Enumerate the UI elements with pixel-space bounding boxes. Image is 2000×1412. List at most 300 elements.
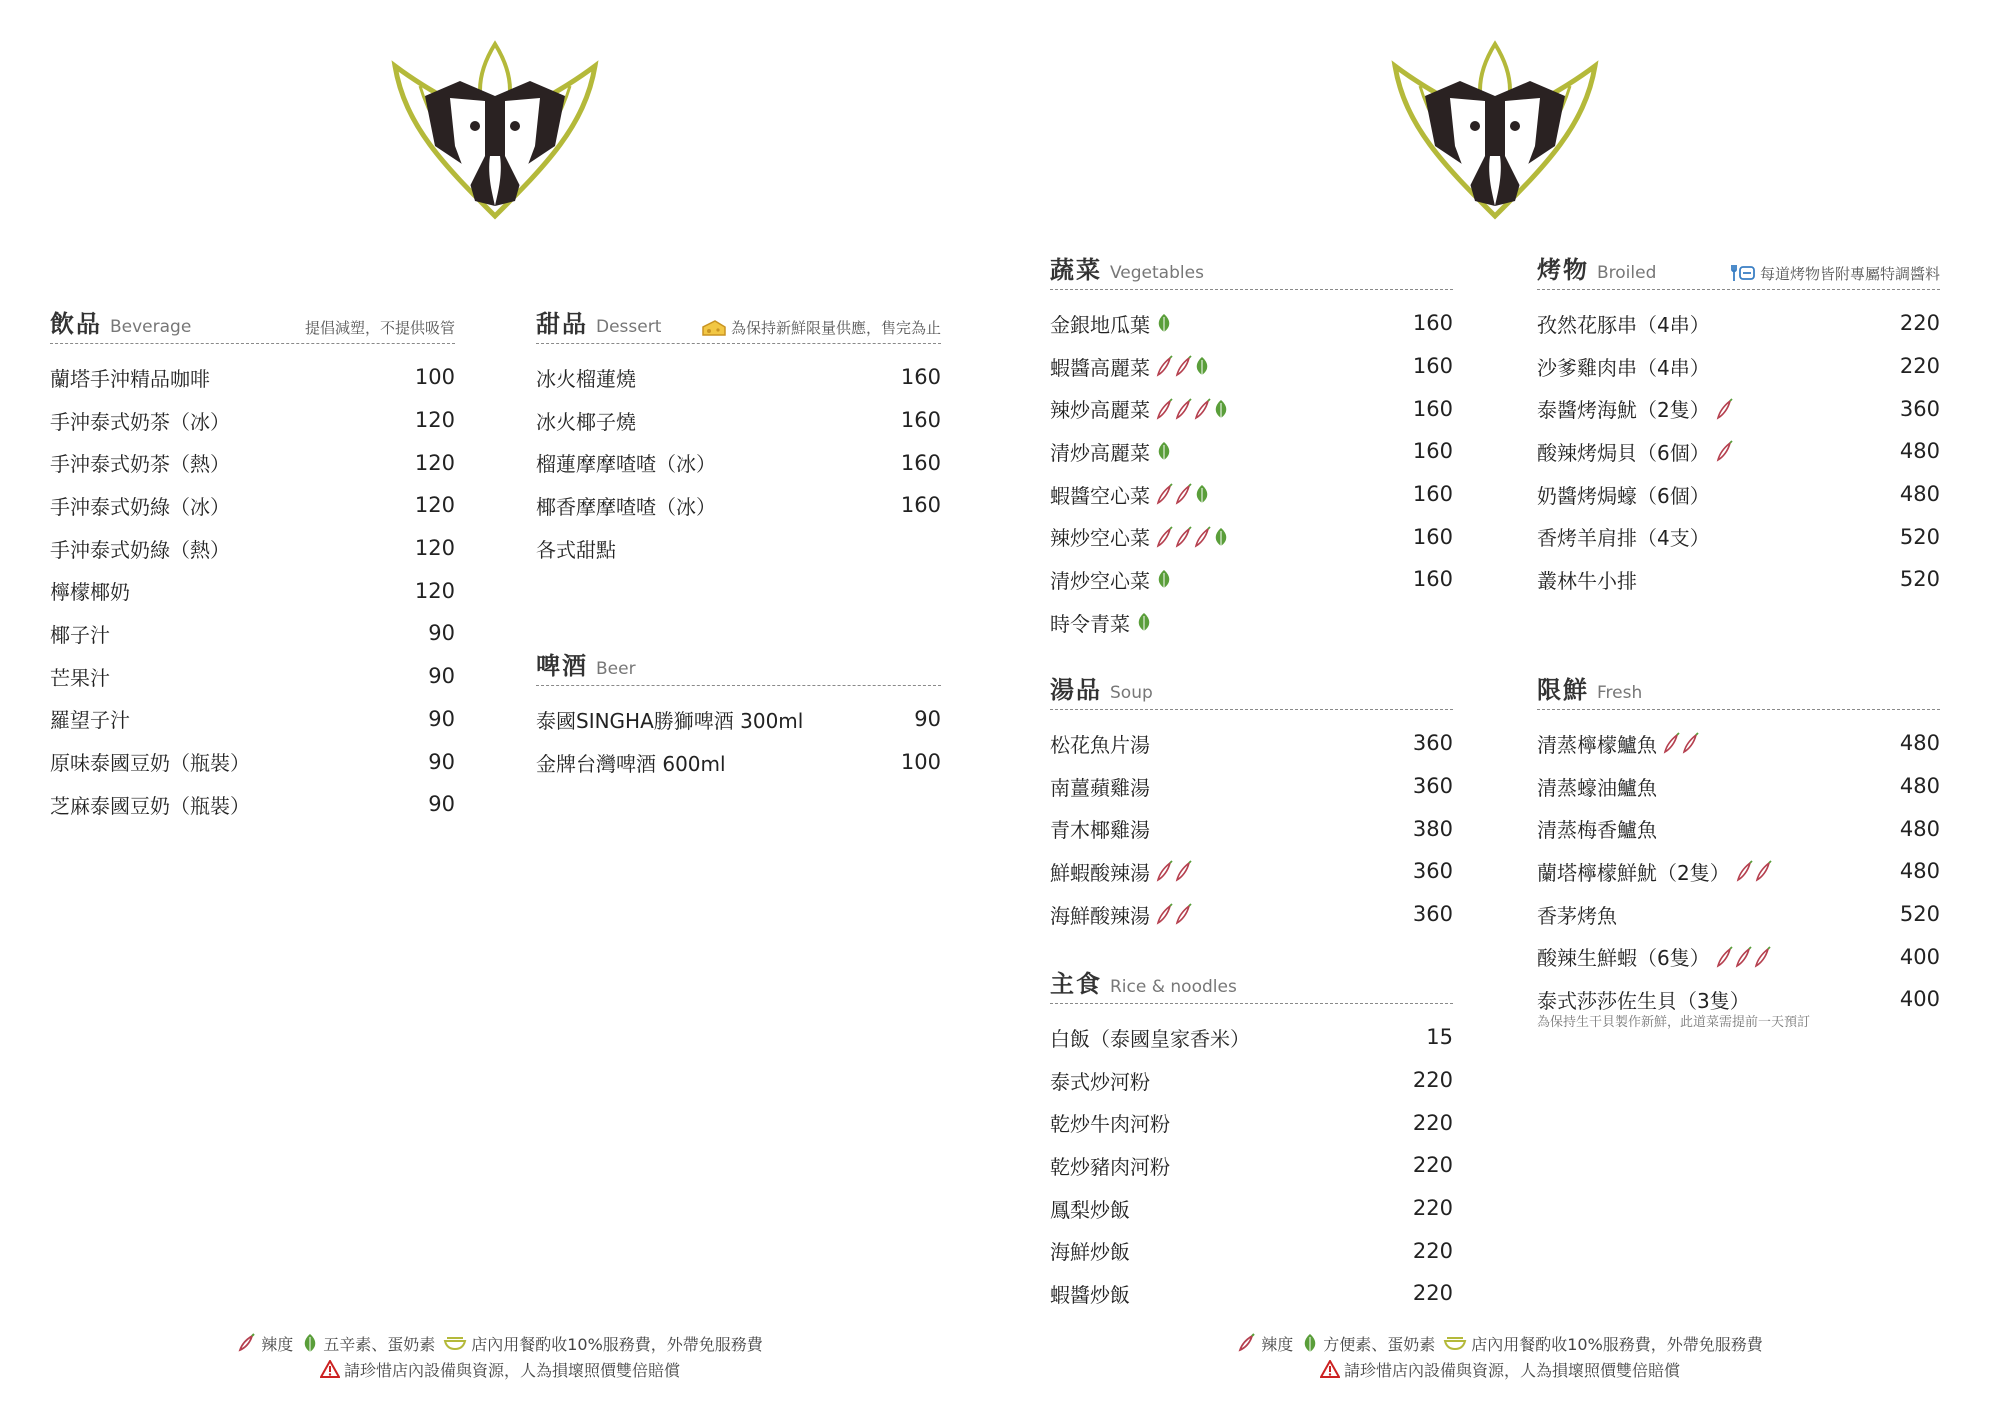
section-title-zh: 飲品 <box>50 309 102 338</box>
section-title-en: Fresh <box>1597 683 1643 703</box>
menu-item <box>1050 1059 1453 1102</box>
menu-item-name <box>536 748 726 777</box>
legend-spicy: 辣度 <box>1261 1334 1294 1354</box>
menu-item <box>1050 601 1453 644</box>
menu-item-price: 120 <box>414 578 455 603</box>
menu-item <box>1050 430 1453 473</box>
section-title-zh: 甜品 <box>536 309 588 338</box>
menu-item-name <box>1537 857 1773 886</box>
menu-item-price: 90 <box>428 664 455 689</box>
section-title-en: Beer <box>596 659 636 679</box>
menu-item-name <box>1537 309 1710 338</box>
leaf-icon <box>1194 355 1210 377</box>
leaf-icon <box>1156 568 1172 590</box>
section-title-zh: 限鮮 <box>1537 675 1589 704</box>
menu-item-name <box>1050 1066 1150 1095</box>
chili-icon <box>1194 398 1212 420</box>
legend-spicy: 辣度 <box>261 1334 294 1354</box>
menu-item-label: 時令青菜 <box>1050 611 1130 636</box>
menu-item-name <box>1050 437 1172 466</box>
section-note <box>305 319 455 337</box>
menu-item <box>1537 558 1940 601</box>
menu-item-price: 120 <box>414 493 455 518</box>
menu-item-name <box>1050 729 1150 758</box>
menu-item-price: 160 <box>900 408 941 433</box>
menu-item-name <box>50 747 250 776</box>
menu-item-label: 金銀地瓜葉 <box>1050 312 1150 337</box>
menu-item-label: 酸辣烤焗貝（6個） <box>1537 440 1710 465</box>
menu-item-name <box>1050 480 1210 509</box>
menu-item-label: 海鮮炒飯 <box>1050 1240 1130 1265</box>
elephant-lotus-logo <box>1375 36 1615 226</box>
menu-item-name <box>1050 1236 1130 1265</box>
menu-item-price: 160 <box>900 365 941 390</box>
menu-item-label: 各式甜點 <box>536 537 616 562</box>
section-title-zh: 湯品 <box>1050 675 1102 704</box>
menu-item-name <box>1050 565 1172 594</box>
menu-item-price: 220 <box>1412 1068 1453 1093</box>
menu-item-name <box>1537 900 1617 929</box>
leaf-icon <box>1194 483 1210 505</box>
menu-item <box>1537 515 1940 558</box>
menu-item-price: 90 <box>914 707 941 732</box>
menu-item-label: 手沖泰式奶茶（冰） <box>50 409 230 434</box>
section-note-text: 提倡減塑，不提供吸管 <box>304 319 455 337</box>
chili-icon <box>1716 440 1734 462</box>
menu-item-name <box>1050 1194 1130 1223</box>
menu-item-label: 鮮蝦酸辣湯 <box>1050 860 1150 885</box>
section-beverage <box>50 310 455 826</box>
elephant-lotus-logo <box>375 36 615 226</box>
menu-item-label: 乾炒牛肉河粉 <box>1050 1112 1170 1137</box>
menu-item <box>536 399 941 442</box>
menu-item-price: 160 <box>1412 311 1453 336</box>
menu-item <box>1050 722 1453 765</box>
menu-item <box>1537 807 1940 850</box>
menu-item-price: 160 <box>1412 439 1453 464</box>
menu-item <box>1537 345 1940 388</box>
menu-item-label: 手沖泰式奶茶（熱） <box>50 452 230 477</box>
menu-item-name <box>1537 814 1657 843</box>
menu-item-name <box>1050 1151 1170 1180</box>
menu-item-price: 160 <box>1412 567 1453 592</box>
dish-markers <box>1156 860 1193 882</box>
menu-item-price: 15 <box>1426 1025 1453 1050</box>
menu-item-name <box>1050 522 1229 551</box>
menu-item-price: 520 <box>1899 902 1940 927</box>
section-title-zh: 主食 <box>1050 969 1102 998</box>
chili-icon <box>1682 732 1700 754</box>
menu-item-price: 100 <box>900 750 941 775</box>
chili-icon <box>1156 483 1174 505</box>
leaf-icon <box>1156 440 1172 462</box>
menu-item-price: 90 <box>428 706 455 731</box>
section-header <box>50 310 455 344</box>
section-title-en: Soup <box>1110 683 1153 703</box>
menu-item-label: 香烤羊肩排（4支） <box>1537 526 1710 551</box>
section-soup <box>1050 676 1453 935</box>
menu-item-label: 冰火榴蓮燒 <box>536 366 636 391</box>
menu-item <box>50 569 455 612</box>
section-title-zh: 蔬菜 <box>1050 255 1102 284</box>
menu-item-price: 220 <box>1412 1153 1453 1178</box>
menu-item-label: 手沖泰式奶綠（冰） <box>50 494 230 519</box>
menu-item-label: 辣炒空心菜 <box>1050 526 1150 551</box>
section-header <box>536 310 941 344</box>
section-dessert <box>536 310 941 569</box>
menu-item <box>1050 1272 1453 1315</box>
section-header <box>1050 256 1453 290</box>
warning-icon <box>1320 1360 1340 1378</box>
section-title-zh: 啤酒 <box>536 651 588 680</box>
menu-item-label: 榴蓮摩摩喳喳（冰） <box>536 452 716 477</box>
menu-item-price: 520 <box>1899 524 1940 549</box>
chili-icon <box>1736 860 1754 882</box>
legend-warning: 請珍惜店內設備與資源，人為損壞照價雙倍賠償 <box>1343 1360 1680 1380</box>
menu-item-label: 辣炒高麗菜 <box>1050 398 1150 423</box>
chili-icon <box>1175 903 1193 925</box>
menu-item-label: 椰子汁 <box>50 622 110 647</box>
leaf-icon <box>1213 398 1229 420</box>
section-note-text: 為保持新鮮限量供應，售完為止 <box>730 319 941 337</box>
menu-item <box>1537 893 1940 936</box>
menu-item-name <box>1050 352 1210 381</box>
section-note-text: 每道烤物皆附專屬特調醬料 <box>1759 265 1940 283</box>
menu-item-label: 芒果汁 <box>50 665 110 690</box>
section-header <box>536 652 941 686</box>
menu-item-name <box>50 491 230 520</box>
dish-markers <box>1156 903 1193 925</box>
menu-item-name <box>1537 729 1700 758</box>
menu-item-label: 蝦醬炒飯 <box>1050 1282 1130 1307</box>
menu-item <box>50 441 455 484</box>
menu-item-price: 160 <box>1412 524 1453 549</box>
menu-item-price: 220 <box>1899 311 1940 336</box>
menu-item-price: 90 <box>428 621 455 646</box>
bowl-icon <box>443 1335 467 1351</box>
dish-markers <box>1156 355 1210 377</box>
menu-item <box>1050 1016 1453 1059</box>
menu-item-price: 90 <box>428 792 455 817</box>
menu-item-name <box>1050 772 1150 801</box>
menu-item-name <box>536 705 803 734</box>
menu-item-name <box>1050 814 1150 843</box>
chili-icon <box>1716 398 1734 420</box>
dish-markers <box>1156 440 1172 462</box>
menu-item-label: 清蒸蠔油鱸魚 <box>1537 775 1657 800</box>
menu-item-label: 香茅烤魚 <box>1537 903 1617 928</box>
chili-icon <box>1194 526 1212 548</box>
menu-item <box>50 527 455 570</box>
footer-left <box>150 1330 850 1382</box>
menu-item-label: 蝦醬空心菜 <box>1050 483 1150 508</box>
chili-icon <box>1663 732 1681 754</box>
menu-item-name <box>1537 352 1710 381</box>
chili-icon <box>1156 860 1174 882</box>
chili-icon <box>1237 1333 1257 1353</box>
menu-item-price: 480 <box>1899 774 1940 799</box>
menu-list <box>1050 722 1453 935</box>
menu-item <box>1050 850 1453 893</box>
menu-item-name <box>1050 394 1229 423</box>
menu-item <box>1537 765 1940 808</box>
chili-icon <box>1175 860 1193 882</box>
dish-markers <box>1716 398 1734 420</box>
menu-item-name <box>536 491 716 520</box>
menu-item-price: 160 <box>1412 482 1453 507</box>
menu-item <box>50 740 455 783</box>
dish-markers <box>1663 732 1700 754</box>
section-header <box>1050 970 1453 1004</box>
menu-list <box>1537 722 1940 1021</box>
menu-item <box>1537 935 1940 978</box>
legend-warning: 請珍惜店內設備與資源，人為損壞照價雙倍賠償 <box>343 1360 680 1380</box>
menu-item <box>50 698 455 741</box>
leaf-icon <box>1301 1332 1319 1354</box>
leaf-icon <box>1156 312 1172 334</box>
legend-service-fee: 店內用餐酌收10%服務費，外帶免服務費 <box>471 1334 763 1354</box>
menu-item-label: 泰式炒河粉 <box>1050 1069 1150 1094</box>
menu-item <box>1050 1101 1453 1144</box>
menu-item-label: 清炒空心菜 <box>1050 568 1150 593</box>
menu-item-label: 蝦醬高麗菜 <box>1050 355 1150 380</box>
dish-markers <box>1156 568 1172 590</box>
menu-item <box>1050 345 1453 388</box>
menu-item-price: 360 <box>1412 731 1453 756</box>
menu-item-name <box>1050 900 1193 929</box>
menu-item-price: 160 <box>1412 354 1453 379</box>
menu-item-price: 480 <box>1899 731 1940 756</box>
section-title-en: Rice & noodles <box>1110 977 1237 997</box>
menu-item-price: 400 <box>1899 944 1940 969</box>
menu-item-label: 松花魚片湯 <box>1050 732 1150 757</box>
menu-item <box>1050 558 1453 601</box>
fork-spoon-icon <box>1730 263 1756 283</box>
menu-item-label: 白飯（泰國皇家香米） <box>1050 1026 1250 1051</box>
menu-item-label: 叢林牛小排 <box>1537 568 1637 593</box>
fresh-subnote: 為保持生干貝製作新鮮，此道菜需提前一天預訂 <box>1537 1014 1811 1030</box>
menu-item <box>536 527 941 570</box>
menu-item <box>50 484 455 527</box>
menu-item <box>1050 765 1453 808</box>
menu-item-price: 380 <box>1412 816 1453 841</box>
section-title-zh: 烤物 <box>1537 255 1589 284</box>
menu-item-price: 480 <box>1899 482 1940 507</box>
menu-item-price: 160 <box>900 493 941 518</box>
menu-item <box>1050 807 1453 850</box>
menu-item-name <box>1537 522 1710 551</box>
dish-markers <box>1156 398 1229 420</box>
menu-item-label: 鳳梨炒飯 <box>1050 1197 1130 1222</box>
menu-item-name <box>1050 1279 1130 1308</box>
menu-item-label: 沙爹雞肉串（4串） <box>1537 355 1710 380</box>
chili-icon <box>1156 903 1174 925</box>
menu-list <box>536 698 941 783</box>
menu-item-price: 480 <box>1899 816 1940 841</box>
warning-icon <box>320 1360 340 1378</box>
legend-service-fee: 店內用餐酌收10%服務費，外帶免服務費 <box>1471 1334 1763 1354</box>
menu-item <box>536 698 941 741</box>
section-note <box>1730 263 1940 283</box>
menu-item-label: 蘭塔手沖精品咖啡 <box>50 366 210 391</box>
menu-item <box>1050 1229 1453 1272</box>
menu-item <box>1537 473 1940 516</box>
chili-icon <box>1735 946 1753 968</box>
menu-item-name <box>50 363 210 392</box>
menu-item-label: 酸辣生鮮蝦（6隻） <box>1537 946 1710 971</box>
menu-item-label: 蘭塔檸檬鮮魷（2隻） <box>1537 860 1730 885</box>
chili-icon <box>1175 483 1193 505</box>
menu-item <box>536 441 941 484</box>
menu-item <box>1050 1144 1453 1187</box>
menu-item <box>1050 893 1453 936</box>
menu-item-label: 金牌台灣啤酒 600ml <box>536 751 726 776</box>
menu-item-price: 160 <box>1412 396 1453 421</box>
menu-item-price: 220 <box>1899 354 1940 379</box>
dish-markers <box>1156 312 1172 334</box>
section-vegetables <box>1050 256 1453 644</box>
menu-item-label: 清炒高麗菜 <box>1050 440 1150 465</box>
menu-item-name <box>1537 565 1637 594</box>
menu-item-price: 520 <box>1899 567 1940 592</box>
menu-item-price: 160 <box>900 450 941 475</box>
menu-item-name <box>50 576 130 605</box>
menu-item <box>1537 722 1940 765</box>
menu-item-label: 南薑蘋雞湯 <box>1050 775 1150 800</box>
dish-markers <box>1136 611 1152 633</box>
menu-item-label: 奶醬烤焗蠔（6個） <box>1537 483 1710 508</box>
dish-markers <box>1716 946 1772 968</box>
menu-item-label: 孜然花豚串（4串） <box>1537 312 1710 337</box>
menu-item-label: 冰火椰子燒 <box>536 409 636 434</box>
menu-item-name <box>50 790 250 819</box>
menu-item-price: 480 <box>1899 439 1940 464</box>
menu-list <box>1050 302 1453 644</box>
menu-item-name <box>50 534 230 563</box>
menu-item-price: 360 <box>1412 902 1453 927</box>
menu-item-price: 360 <box>1899 396 1940 421</box>
menu-item-name <box>50 448 230 477</box>
menu-item-name <box>1050 857 1193 886</box>
menu-list <box>536 356 941 569</box>
menu-item-label: 原味泰國豆奶（瓶裝） <box>50 751 250 776</box>
menu-item-price: 220 <box>1412 1110 1453 1135</box>
menu-item-name <box>1537 437 1734 466</box>
chili-icon <box>1156 526 1174 548</box>
section-title-en: Vegetables <box>1110 263 1204 283</box>
menu-item-name <box>536 534 616 563</box>
menu-item-price: 100 <box>414 365 455 390</box>
menu-item-label: 椰香摩摩喳喳（冰） <box>536 494 716 519</box>
menu-item <box>1050 1187 1453 1230</box>
menu-item-name <box>50 662 110 691</box>
section-fresh <box>1537 676 1940 1030</box>
menu-item-name <box>1537 480 1710 509</box>
menu-item-label: 清蒸檸檬鱸魚 <box>1537 732 1657 757</box>
section-header <box>1537 676 1940 710</box>
dish-markers <box>1156 483 1210 505</box>
menu-item-name <box>1050 1023 1250 1052</box>
menu-list <box>1050 1016 1453 1315</box>
menu-item-label: 手沖泰式奶綠（熱） <box>50 537 230 562</box>
menu-item <box>50 356 455 399</box>
menu-item <box>1050 473 1453 516</box>
menu-item <box>536 356 941 399</box>
chili-icon <box>1156 355 1174 377</box>
menu-item-name <box>1050 608 1152 637</box>
section-rice-noodles <box>1050 970 1453 1315</box>
menu-item <box>1050 387 1453 430</box>
legend-veg: 五辛素、蛋奶素 <box>323 1334 436 1354</box>
menu-item-name <box>536 363 636 392</box>
menu-item-price: 120 <box>414 450 455 475</box>
footer-right <box>1150 1330 1850 1382</box>
menu-item <box>1537 302 1940 345</box>
menu-item-name <box>1537 394 1734 423</box>
menu-item <box>1537 430 1940 473</box>
menu-item-price: 360 <box>1412 859 1453 884</box>
chili-icon <box>237 1333 257 1353</box>
chili-icon <box>1755 860 1773 882</box>
section-note <box>701 319 941 337</box>
cheese-icon <box>701 319 727 337</box>
dish-markers <box>1156 526 1229 548</box>
menu-item-price: 90 <box>428 749 455 774</box>
bowl-icon <box>1443 1335 1467 1351</box>
menu-item-name <box>1050 309 1172 338</box>
menu-item-label: 泰國SINGHA勝獅啤酒 300ml <box>536 708 804 733</box>
menu-item-label: 清蒸梅香鱸魚 <box>1537 818 1657 843</box>
menu-item-label: 芝麻泰國豆奶（瓶裝） <box>50 793 250 818</box>
menu-item-label: 羅望子汁 <box>50 708 130 733</box>
dish-markers <box>1716 440 1734 462</box>
menu-item-price: 220 <box>1412 1281 1453 1306</box>
chili-icon <box>1716 946 1734 968</box>
menu-item-label: 海鮮酸辣湯 <box>1050 903 1150 928</box>
menu-item-label: 泰式莎莎佐生貝（3隻） <box>1537 988 1750 1013</box>
menu-item-name <box>1050 1108 1170 1137</box>
section-title-en: Beverage <box>110 317 192 337</box>
menu-item-name <box>536 406 636 435</box>
section-header <box>1050 676 1453 710</box>
menu-item <box>1537 850 1940 893</box>
menu-item-price: 480 <box>1899 859 1940 884</box>
menu-item-name <box>50 406 230 435</box>
menu-item <box>1537 387 1940 430</box>
section-title-en: Dessert <box>596 317 662 337</box>
leaf-icon <box>1213 526 1229 548</box>
menu-item <box>1050 515 1453 558</box>
menu-item-name <box>1537 985 1750 1014</box>
menu-item-price: 120 <box>414 408 455 433</box>
section-beer <box>536 652 941 783</box>
menu-list <box>50 356 455 826</box>
menu-item-name <box>536 448 716 477</box>
chili-icon <box>1175 526 1193 548</box>
legend-veg: 方便素、蛋奶素 <box>1323 1334 1436 1354</box>
chili-icon <box>1754 946 1772 968</box>
chili-icon <box>1175 398 1193 420</box>
menu-item <box>536 484 941 527</box>
menu-item-name <box>50 704 130 733</box>
menu-item-name <box>1537 772 1657 801</box>
menu-item-price: 360 <box>1412 774 1453 799</box>
menu-item-name <box>50 619 110 648</box>
section-header <box>1537 256 1940 290</box>
dish-markers <box>1736 860 1773 882</box>
menu-item-name <box>1537 942 1772 971</box>
menu-item-price: 220 <box>1412 1238 1453 1263</box>
